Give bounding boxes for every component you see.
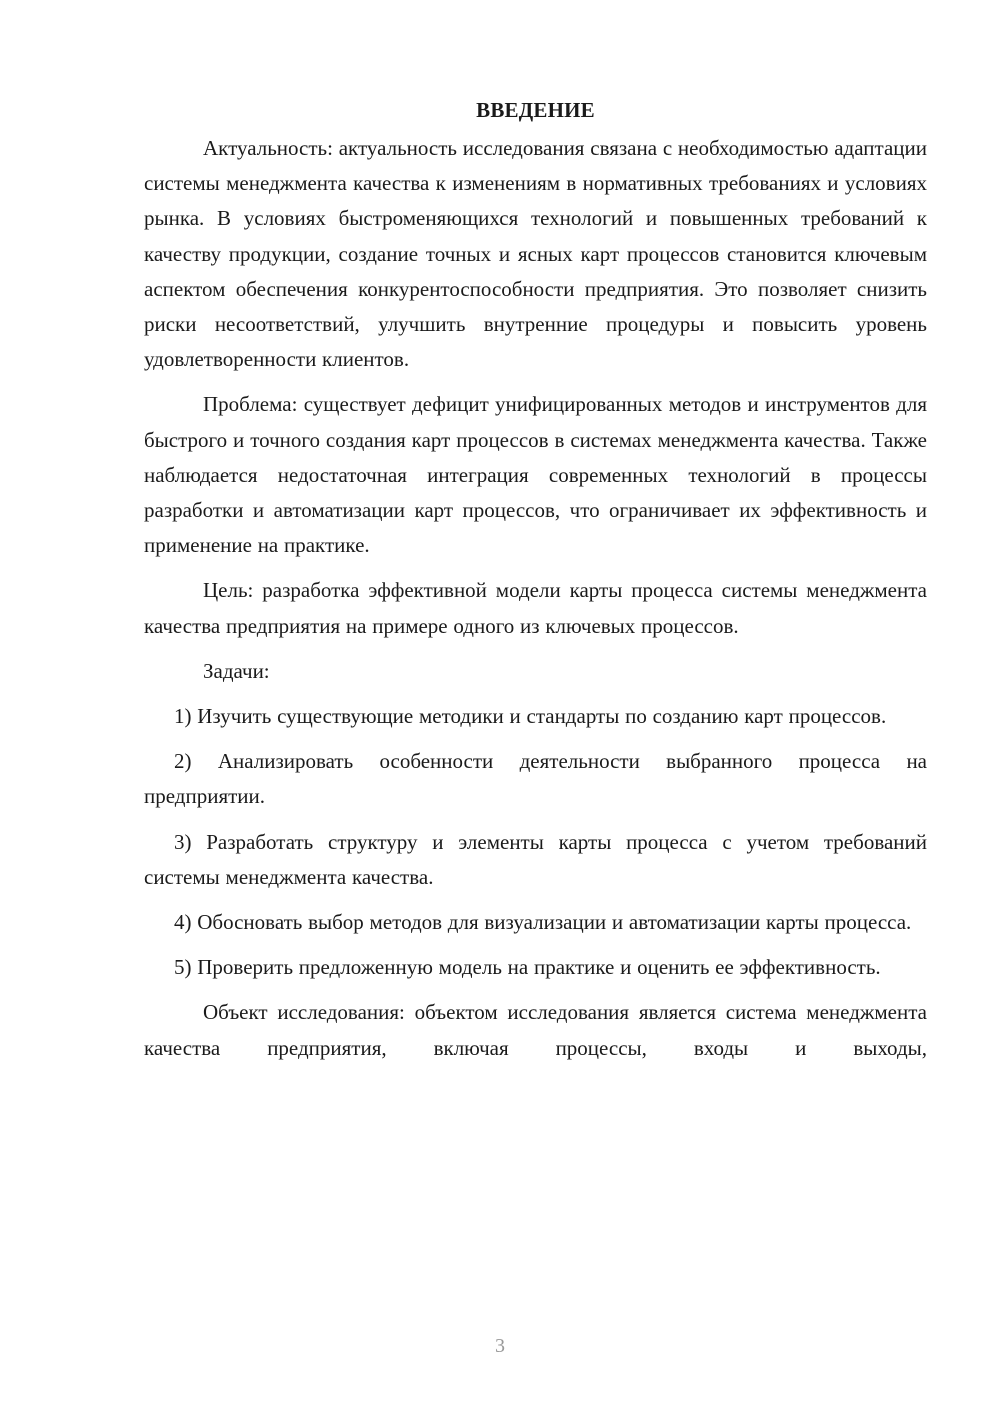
page-content [144, 92, 927, 1066]
task-item-3: 3) Разработать структуру и элементы карты процесса с учетом требований системы менеджмента качества. [144, 829, 927, 889]
paragraph-problem: Проблема: существует дефицит унифицированных методов и инструментов для быстрого и точного создания карт процессов в системах менеджмента качества. Также наблюдается недостаточная интеграция современных технологий в процессы разработки и автоматизации карт процессов, что ограничивает их эффективность и применение на практике. [144, 392, 927, 558]
section-heading: ВВЕДЕНИЕ [476, 98, 595, 122]
task-item-5: 5) Проверить предложенную модель на практике и оценить ее эффективность. [174, 955, 881, 980]
task-item-1: 1) Изучить существующие методики и стандарты по созданию карт процессов. [174, 704, 887, 729]
paragraph-tasks-label: Задачи: [203, 658, 270, 683]
paragraph-object: Объект исследования: объектом исследования является система менеджмента качества предприятия, включая процессы, входы и выходы, [144, 1000, 927, 1060]
page-number: 3 [495, 1335, 505, 1357]
task-item-2: 2) Анализировать особенности деятельности выбранного процесса на предприятии. [144, 749, 927, 809]
paragraph-relevance: Актуальность: актуальность исследования связана с необходимостью адаптации системы менеджмента качества к изменениям в нормативных требованиях и условиях рынка. В условиях быстроменяющихся технологий и повышенных требований к качеству продукции, создание точных и ясных карт процессов становится ключевым аспектом обеспечения конкурентоспособности предприятия. Это позволяет снизить риски несоответствий, улучшить внутренние процедуры и повысить уровень удовлетворенности клиентов. [144, 136, 927, 372]
task-item-4: 4) Обосновать выбор методов для визуализации и автоматизации карты процесса. [174, 910, 912, 935]
paragraph-goal: Цель: разработка эффективной модели карты процесса системы менеджмента качества предприятия на примере одного из ключевых процессов. [144, 578, 927, 638]
